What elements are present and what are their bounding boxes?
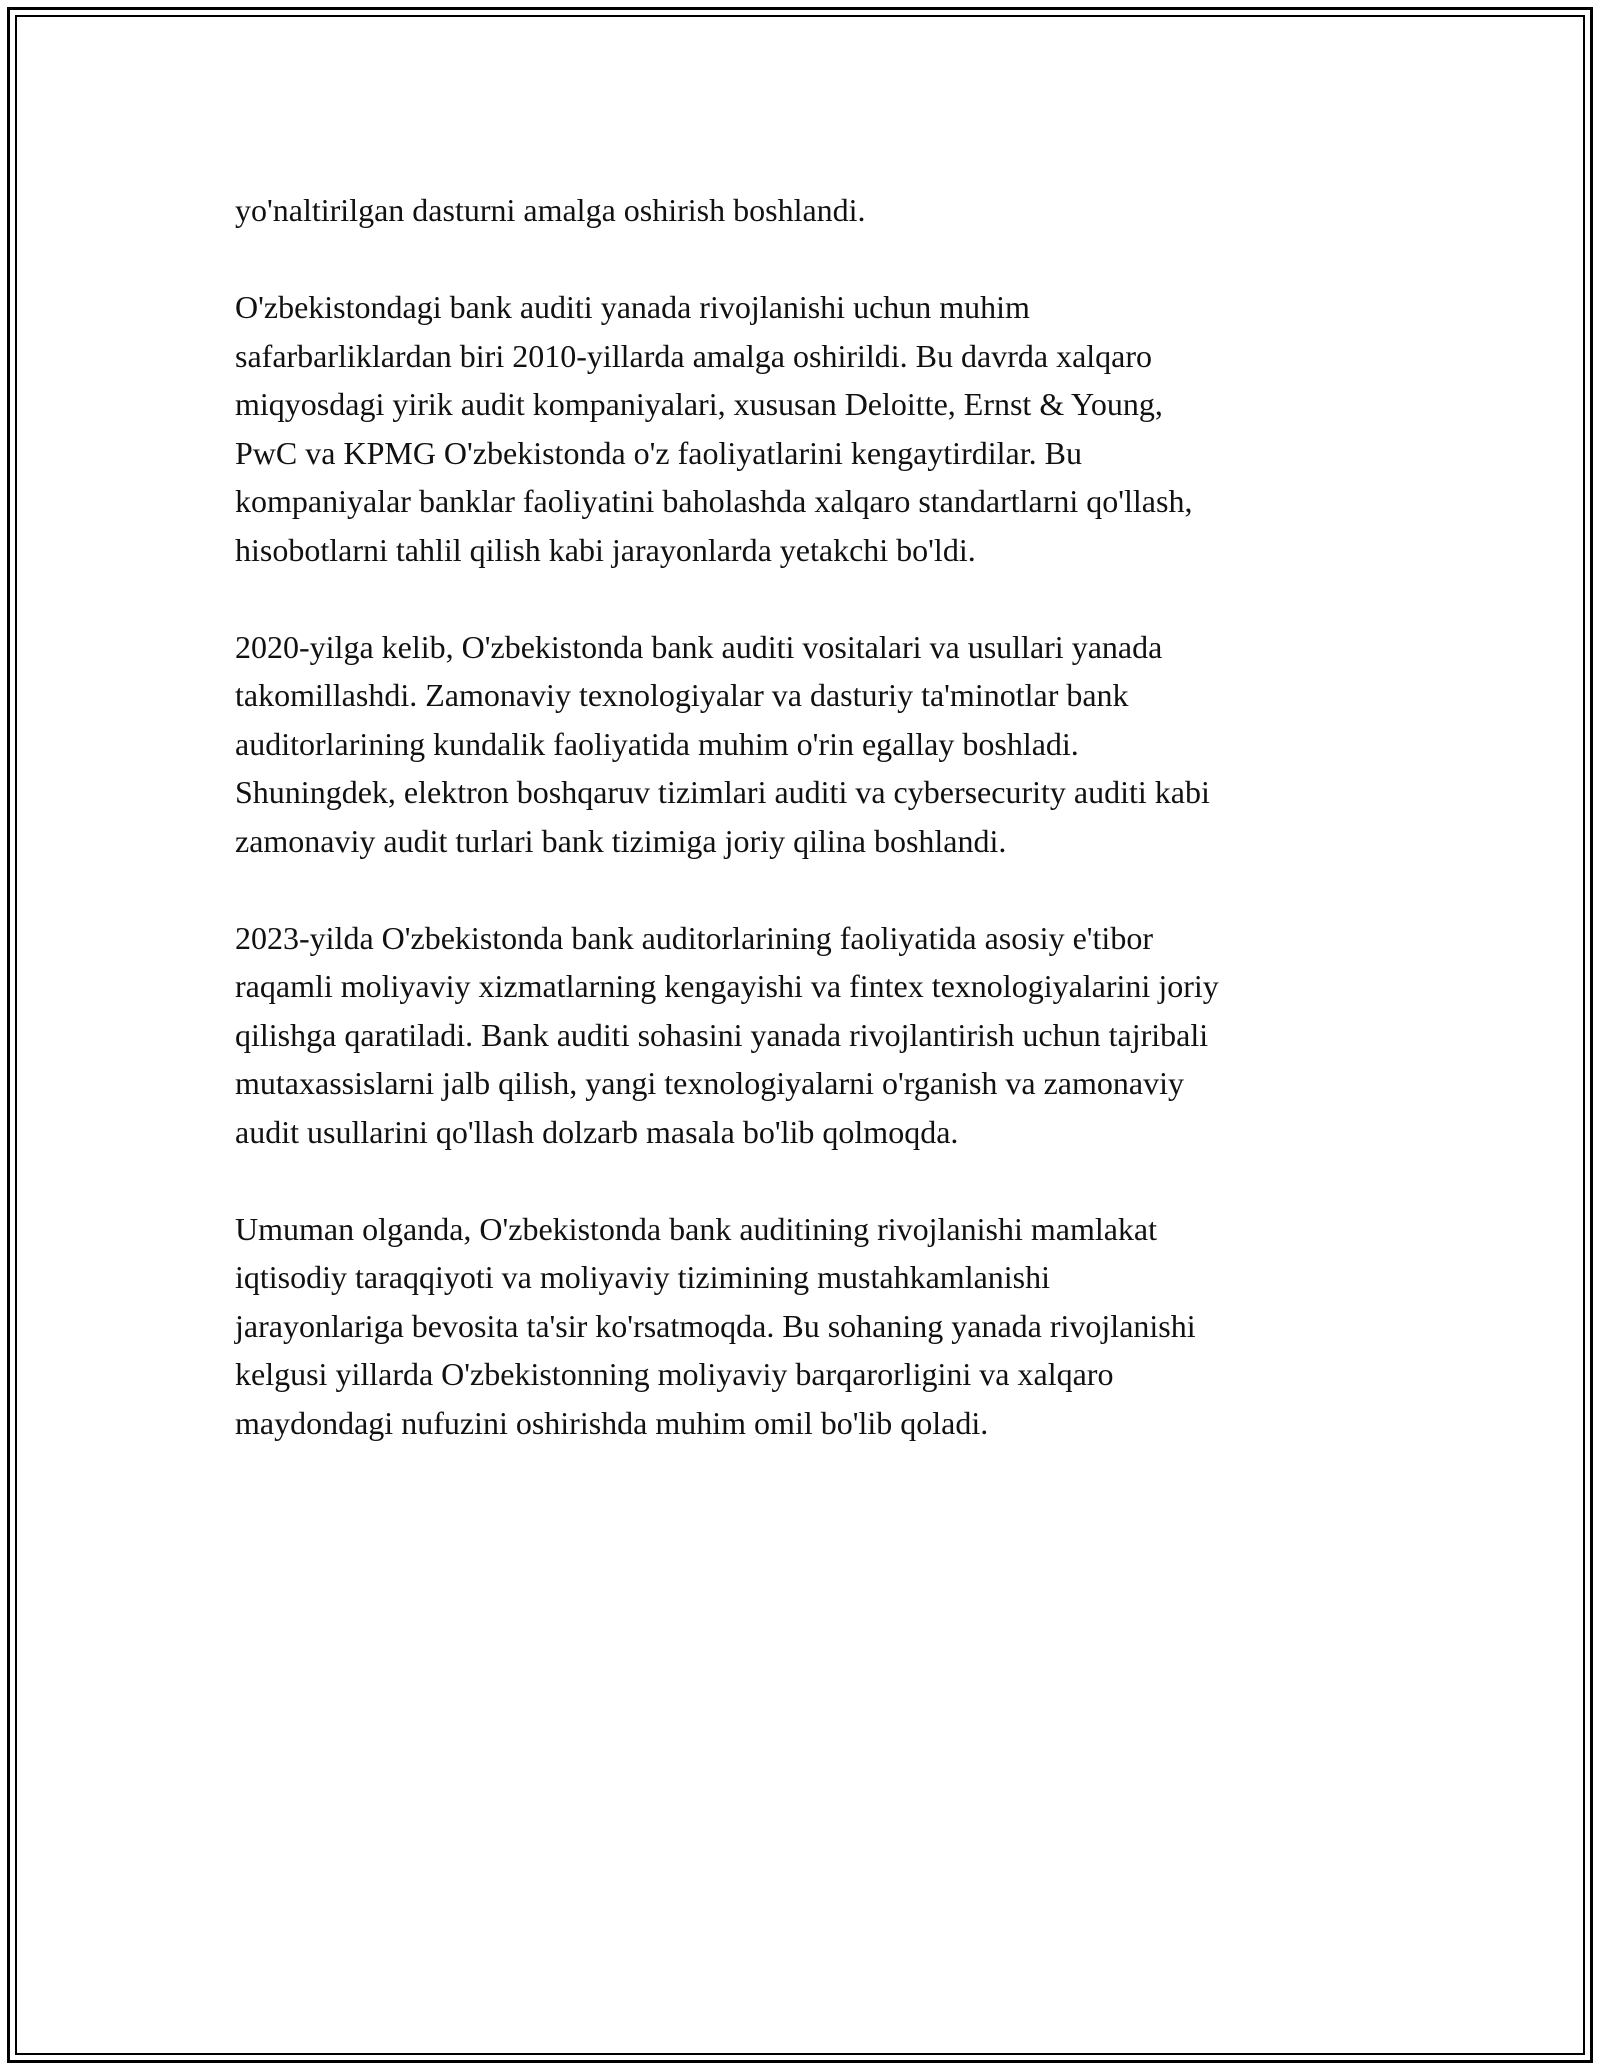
text-line: maydondagi nufuzini oshirishda muhim omil bo'lib qoladi.	[235, 1404, 989, 1441]
text-line: jarayonlariga bevosita ta'sir ko'rsatmoqda. Bu sohaning yanada rivojlanishi	[235, 1307, 1196, 1344]
text-line: iqtisodiy taraqqiyoti va moliyaviy tizimining mustahkamlanishi	[235, 1259, 1051, 1295]
text-line: Shuningdek, elektron boshqaruv tizimlari auditi va cybersecurity auditi kabi	[235, 774, 1210, 810]
text-line: safarbarliklardan biri 2010-yillarda amalga oshirildi. Bu davrda xalqaro	[235, 337, 1153, 374]
text-line: hisobotlarni tahlil qilish kabi jarayonlarda yetakchi bo'ldi.	[235, 531, 976, 568]
text-line: yo'naltirilgan dasturni amalga oshirish boshlandi.	[235, 192, 866, 228]
document-body	[235, 186, 1380, 1496]
text-line: kompaniyalar banklar faoliyatini baholashda xalqaro standartlarni qo'llash,	[235, 483, 1193, 519]
paragraph-4	[235, 914, 1380, 1157]
text-line: 2023-yilda O'zbekistonda bank auditorlarining faoliyatida asosiy e'tibor	[235, 919, 1153, 956]
text-line: qilishga qaratiladi. Bank auditi sohasini yanada rivojlantirish uchun tajribali	[235, 1016, 1209, 1053]
text-line: raqamli moliyaviy xizmatlarning kengayishi va fintex texnologiyalarini joriy	[235, 968, 1219, 1004]
text-line: 2020-yilga kelib, O'zbekistonda bank auditi vositalari va usullari yanada	[235, 628, 1163, 665]
paragraph-5	[235, 1205, 1380, 1448]
text-line: kelgusi yillarda O'zbekistonning moliyaviy barqarorligini va xalqaro	[235, 1356, 1114, 1392]
text-line: PwC va KPMG O'zbekistonda o'z faoliyatlarini kengaytirdilar. Bu	[235, 434, 1082, 471]
text-line: O'zbekistondagi bank auditi yanada rivojlanishi uchun muhim	[235, 289, 1030, 325]
paragraph-1	[235, 186, 1380, 235]
text-line: Umuman olganda, O'zbekistonda bank auditining rivojlanishi mamlakat	[235, 1210, 1158, 1247]
paragraph-3	[235, 623, 1380, 866]
text-line: zamonaviy audit turlari bank tizimiga joriy qilina boshlandi.	[235, 822, 1007, 859]
text-line: mutaxassislarni jalb qilish, yangi texnologiyalarni o'rganish va zamonaviy	[235, 1065, 1184, 1101]
paragraph-2	[235, 283, 1380, 574]
text-line: takomillashdi. Zamonaviy texnologiyalar va dasturiy ta'minotlar bank	[235, 677, 1129, 713]
text-line: audit usullarini qo'llash dolzarb masala bo'lib qolmoqda.	[235, 1113, 959, 1150]
text-line: auditorlarining kundalik faoliyatida muhim o'rin egallay boshladi.	[235, 725, 1079, 762]
text-line: miqyosdagi yirik audit kompaniyalari, xususan Deloitte, Ernst & Young,	[235, 386, 1163, 422]
